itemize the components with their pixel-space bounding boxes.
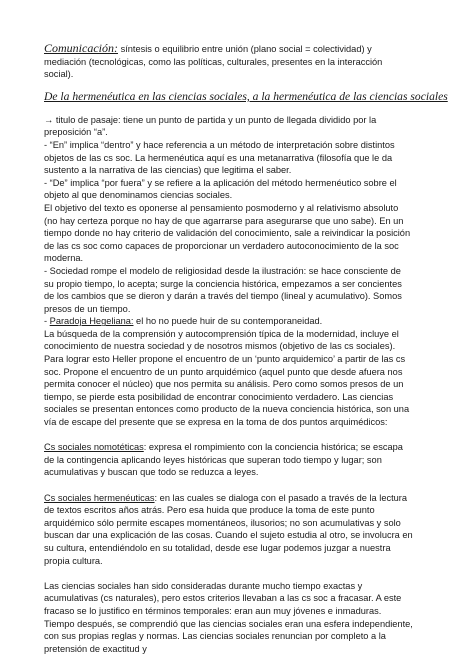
section-heading: De la hermenéutica en las ciencias sociales, a la hermenéutica de las ciencias sociales [44,89,448,103]
paragraph-de: - “De” implica “por fuera” y se refiere a la aplicación del método hermenéutico sobre el objeto al que denominamos ciencias sociales. [44,177,397,201]
paragraph-hermeneutic [44,492,413,568]
hegelian-paradox-term: Paradoja Hegeliana: [49,316,134,327]
paragraph-society: - Sociedad rompe el modelo de religiosidad desde la ilustración: se hace consciente de su propio tiempo, lo acepta; surge la conciencia histórica, empezamos a ser concientes de los cambios que se dieron y darán a través del tiempo (lineal y acumulativo). Somos presos de un tiempo. [44,265,402,314]
paragraph-exactness: Las ciencias sociales han sido consideradas durante mucho tiempo exactas y acumulativas (cs naturales), pero estos criterios llevaban a las cs soc a fracasar. A este fracaso se lo justifico en términos temporales: eran aun muy jóvenes e inmaduras. Tiempo después, se comprendió que las ciencias sociales eran una esfera independiente, con sus propias reglas y normas. Las ciencias sociales renuncian por completo a la pretensión de exactitud y [44,580,413,654]
paragraph-gap [44,567,413,580]
paragraph-gap [44,479,413,492]
paragraph-nomothetic [44,441,413,479]
hermeneutic-term: Cs sociales hermenéuticas [44,492,155,503]
hermeneutic-text: : en las cuales se dialoga con el pasado a través de la lectura de textos escritos años atrás. Pero esa huida que produce la toma de este punto arquidémico sólo permite escapes momentáneos, ilusorios; no son acumulativas y solo buscan dar una explicación de las cosas. Cuando el sujeto estudia al otro, se involucra en su cultura, entendiéndolo en su totalidad, desde ese lugar podemos juzgar a nuestra propia cultura. [44,492,413,566]
intro-term: Comunicación: [44,41,118,55]
intro-paragraph [44,42,413,81]
intro-text: síntesis o equilibrio entre unión (plano social = colectividad) y mediación (tecnológicas, como las políticas, culturales, presentes en la interacción social). [44,44,383,80]
paragraph-hegelian-paradox: - Paradoja Hegeliana: el ho no puede huir de su contemporaneidad. [44,316,323,327]
paragraph-en: - “En” implica “dentro” y hace referencia a un método de interpretación sobre distintos objetos de las cs soc. La hermenéutica aquí es una metanarrativa (filosofía que le da sustento a la narrativa de las ciencias) que legitima el saber. [44,139,395,176]
paragraph-heller: La búsqueda de la comprensión y autocomprensión típica de la modernidad, incluye el conocimiento de nuestra sociedad y de nosotros mismos (objetivo de las cs sociales). Para lograr esto Heller propone el encuentro de un ‘punto arquidemico’ a partir de las cs soc. Propone el encuentro de un punto arquidémico (aquel punto que desde afuera nos permita conocer el núcleo) que nos permita su análisis. Pero como somos presos de un tiempo, se pierde esta posibilidad de encontrar conocimiento verdadero. Las ciencias sociales se presentan entonces como producto de la nueva conciencia histórica, son una vía de escape del presente que se expresa en la toma de dos puntos arquimédicos: [44,328,410,428]
paragraph-title-passage: → titulo de pasaje: tiene un punto de partida y un punto de llegada dividido por la preposición “a”. [44,114,377,138]
paragraph-gap [44,429,413,442]
hegelian-paradox-text: el ho no puede huir de su contemporaneidad. [133,316,323,327]
nomothetic-term: Cs sociales nomotéticas [44,442,144,453]
paragraph-objective: El objetivo del texto es oponerse al pensamiento posmoderno y al relativismo absoluto (no hay certeza porque no hay de que agarrarse para asegurarse que uno sabe). En un tiempo donde no hay criterio de validación del conocimiento, sale a reivindicar la posición de las cs soc como capaces de proporcionar un verdadero autoconocimiento de la soc moderna. [44,202,411,264]
nomothetic-text: : expresa el rompimiento con la conciencia histórica; se escapa de la contingencia aplicando leyes históricas que superan todo tiempo y lugar; son acumulativas y buscan que todo se reduzca a leyes. [44,442,403,478]
